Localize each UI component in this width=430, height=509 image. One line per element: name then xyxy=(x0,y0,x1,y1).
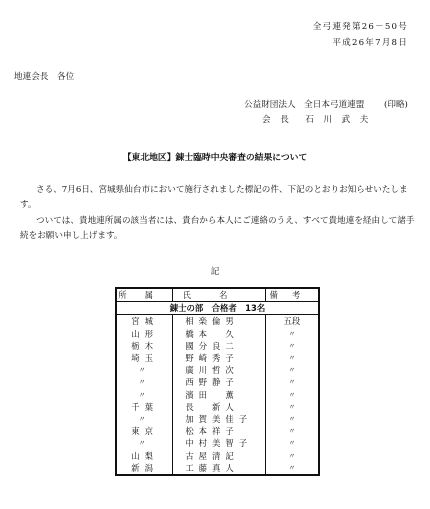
cell-note: 〃 xyxy=(288,329,296,338)
seal-omitted-note: (印略) xyxy=(384,100,408,110)
cell-region: 〃 xyxy=(116,413,173,425)
cell-name: 橋本 久 xyxy=(173,328,265,340)
cell-note: 五段 xyxy=(283,316,301,327)
cell-note: 〃 xyxy=(288,354,296,363)
header-region: 所属 xyxy=(116,288,173,302)
cell-note: 〃 xyxy=(288,427,296,436)
cell-region: 埼玉 xyxy=(116,352,173,364)
cell-name: 野崎秀子 xyxy=(173,352,265,364)
header-name: 氏名 xyxy=(173,288,265,302)
table-row xyxy=(116,364,319,376)
recipient-line: 地連会長 各位 xyxy=(14,72,75,82)
cell-name: 西野静子 xyxy=(173,376,265,388)
cell-note: 〃 xyxy=(288,451,296,460)
cell-note: 〃 xyxy=(288,439,296,448)
table-body xyxy=(116,315,319,475)
cell-note: 〃 xyxy=(288,366,296,375)
table-header-row xyxy=(116,288,319,302)
sender-role: 会 長 xyxy=(262,115,290,125)
table-row xyxy=(116,328,319,340)
cell-name: 相楽倫男 xyxy=(173,315,265,328)
document-date: 平成26年7月8日 xyxy=(332,38,408,48)
ki-marker: 記 xyxy=(210,267,220,277)
cell-name: 松本祥子 xyxy=(173,425,265,437)
body-paragraph-1: さる、7月6日、宮城県仙台市において施行されました標記の件、下記のとおりお知らせいたします。 xyxy=(20,185,408,210)
cell-name: 濱田 薫 xyxy=(173,389,265,401)
table-row xyxy=(116,462,319,475)
cell-region: 山形 xyxy=(116,328,173,340)
cell-name: 中村美智子 xyxy=(173,437,265,449)
table-row xyxy=(116,425,319,437)
cell-region: 山梨 xyxy=(116,449,173,461)
sender-signature xyxy=(262,115,369,125)
results-table xyxy=(115,287,320,476)
table-row xyxy=(116,376,319,388)
cell-name: 加賀美佳子 xyxy=(173,413,265,425)
header-note: 備考 xyxy=(265,288,319,302)
table-row xyxy=(116,389,319,401)
table-row xyxy=(116,340,319,352)
cell-region: 千葉 xyxy=(116,401,173,413)
cell-region: 〃 xyxy=(116,389,173,401)
cell-region: 宮城 xyxy=(116,315,173,328)
document-number: 全弓連発第26－50号 xyxy=(312,22,408,32)
cell-note: 〃 xyxy=(288,390,296,399)
cell-note: 〃 xyxy=(288,463,296,472)
cell-name: 國分良二 xyxy=(173,340,265,352)
document-subject: 【東北地区】錬士臨時中央審査の結果について xyxy=(122,153,308,163)
cell-note: 〃 xyxy=(288,414,296,423)
sender-name: 石 川 武 夫 xyxy=(305,115,369,125)
section-title: 錬士の部 合格者 13名 xyxy=(116,302,319,315)
cell-region: 新潟 xyxy=(116,462,173,475)
table-row xyxy=(116,413,319,425)
section-title-row xyxy=(116,302,319,315)
cell-name: 長 新人 xyxy=(173,401,265,413)
table-row xyxy=(116,449,319,461)
cell-name: 廣川哲次 xyxy=(173,364,265,376)
table-row xyxy=(116,315,319,328)
cell-name: 古屋清記 xyxy=(173,449,265,461)
cell-note: 〃 xyxy=(288,402,296,411)
sender-organization: 公益財団法人 全日本弓道連盟 xyxy=(244,100,365,110)
table-row xyxy=(116,401,319,413)
cell-region: 〃 xyxy=(116,364,173,376)
cell-region: 〃 xyxy=(116,376,173,388)
cell-region: 栃木 xyxy=(116,340,173,352)
table-row xyxy=(116,352,319,364)
table-row xyxy=(116,437,319,449)
cell-region: 東京 xyxy=(116,425,173,437)
cell-note: 〃 xyxy=(288,378,296,387)
cell-region: 〃 xyxy=(116,437,173,449)
cell-name: 工藤真人 xyxy=(173,462,265,475)
body-paragraph-2: ついては、貴地連所属の該当者には、貴台から本人にご連絡のうえ、すべて貴地連を経由して諸手続をお願い申し上げます。 xyxy=(20,216,415,241)
cell-note: 〃 xyxy=(288,341,296,350)
